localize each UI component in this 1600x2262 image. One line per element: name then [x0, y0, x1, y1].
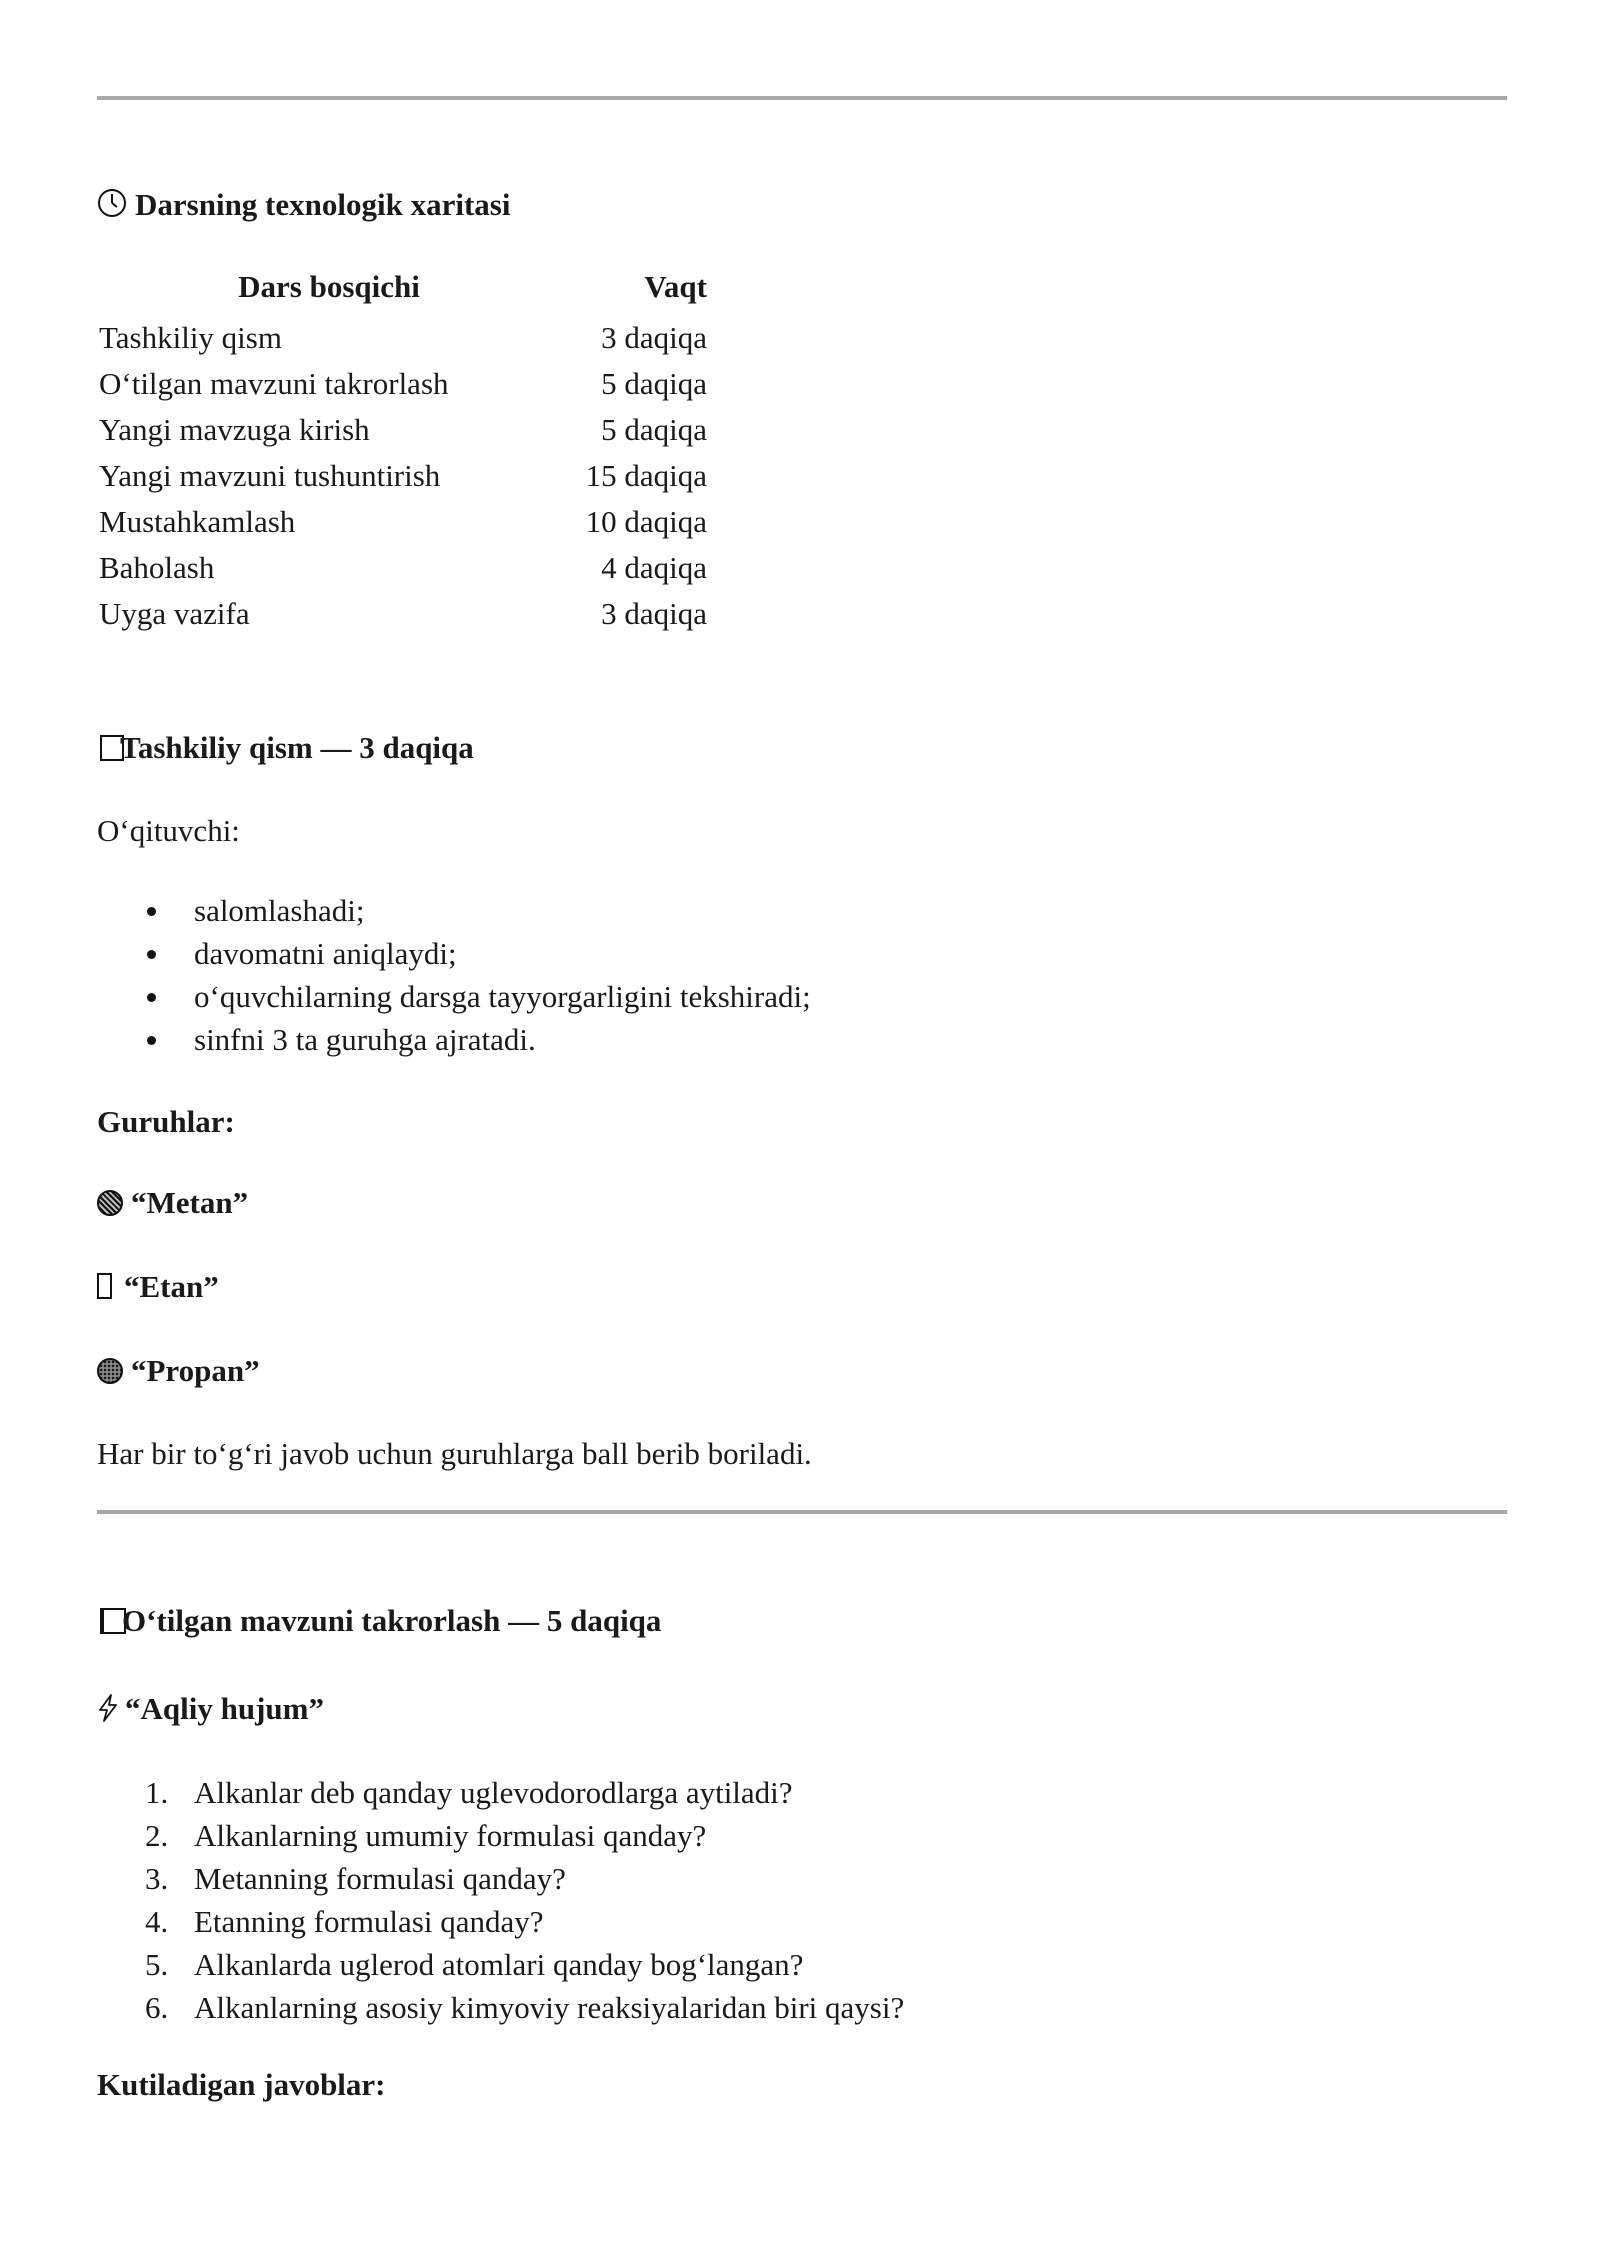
item-number: 3.: [145, 1861, 169, 1896]
table-row: [99, 361, 707, 407]
teacher-label: O‘qituvchi:: [97, 813, 240, 848]
group-name: “Metan”: [131, 1185, 249, 1220]
group-name: “Etan”: [124, 1269, 219, 1304]
stage-cell: Mustahkamlash: [99, 504, 296, 540]
stopwatch-icon: [97, 188, 127, 218]
list-item: sinfni 3 ta guruhga ajratadi.: [97, 1020, 811, 1063]
plan-title: [97, 185, 510, 225]
activity-title-text: “Aqliy hujum”: [125, 1691, 324, 1726]
item-number: 2.: [145, 1818, 169, 1853]
missing-glyph-icon: [97, 1273, 112, 1299]
table-row: [99, 407, 707, 453]
list-item: [97, 1859, 904, 1902]
stage-cell: Baholash: [99, 550, 215, 586]
table-row: [99, 315, 707, 361]
teacher-actions-list: [97, 891, 811, 1063]
top-divider: [97, 96, 1507, 100]
item-text: Alkanlar deb qanday uglevodorodlarga aytiladi?: [194, 1775, 793, 1810]
item-text: Alkanlarda uglerod atomlari qanday bog‘langan?: [194, 1947, 804, 1982]
time-cell: 4 daqiqa: [601, 550, 707, 586]
dotted-circle-icon: [97, 1358, 123, 1384]
item-number: 6.: [145, 1990, 169, 2025]
table-row: [99, 453, 707, 499]
activity-title: [97, 1689, 324, 1729]
section1-title: [100, 728, 474, 768]
list-item: o‘quvchilarning darsga tayyorgarligini tekshiradi;: [97, 977, 811, 1020]
hatched-circle-icon: [97, 1190, 123, 1216]
section-divider: [97, 1510, 1507, 1514]
answers-label: Kutiladigan javoblar:: [97, 2067, 386, 2102]
list-item: [97, 1988, 904, 2031]
item-text: Etanning formulasi qanday?: [194, 1904, 544, 1939]
item-text: Metanning formulasi qanday?: [194, 1861, 566, 1896]
item-number: 5.: [145, 1947, 169, 1982]
item-text: Alkanlarning asosiy kimyoviy reaksiyalaridan biri qaysi?: [194, 1990, 905, 2025]
time-cell: 5 daqiqa: [601, 366, 707, 402]
group-propan: [97, 1351, 260, 1391]
time-cell: 3 daqiqa: [601, 320, 707, 356]
lightning-icon: [97, 1694, 119, 1722]
item-text: Alkanlarning umumiy formulasi qanday?: [194, 1818, 707, 1853]
list-item: davomatni aniqlaydi;: [97, 934, 811, 977]
time-cell: 5 daqiqa: [601, 412, 707, 448]
time-cell: 15 daqiqa: [585, 458, 707, 494]
section2-title: [100, 1601, 661, 1641]
scoring-note: Har bir to‘g‘ri javob uchun guruhlarga ball berib boriladi.: [97, 1436, 812, 1471]
section2-title-text: O‘tilgan mavzuni takrorlash — 5 daqiqa: [122, 1603, 662, 1638]
stage-cell: Yangi mavzuni tushuntirish: [99, 458, 441, 494]
group-name: “Propan”: [131, 1353, 260, 1388]
group-etan: [97, 1267, 219, 1307]
group-metan: [97, 1183, 248, 1223]
groups-label: Guruhlar:: [97, 1104, 235, 1139]
stage-cell: Yangi mavzuga kirish: [99, 412, 370, 448]
time-cell: 10 daqiqa: [585, 504, 707, 540]
time-cell: 3 daqiqa: [601, 596, 707, 632]
plan-title-text: Darsning texnologik xaritasi: [135, 187, 511, 222]
list-item: [97, 1816, 904, 1859]
col-stage-header: Dars bosqichi: [238, 269, 420, 304]
stage-cell: O‘tilgan mavzuni takrorlash: [99, 366, 449, 402]
list-item: [97, 1945, 904, 1988]
col-time-header: Vaqt: [644, 269, 707, 304]
item-number: 4.: [145, 1904, 169, 1939]
table-row: [99, 591, 707, 637]
stage-cell: Tashkiliy qism: [99, 320, 282, 356]
list-item: salomlashadi;: [97, 891, 811, 934]
table-row: [99, 499, 707, 545]
table-row: [99, 545, 707, 591]
section1-title-text: Tashkiliy qism — 3 daqiqa: [120, 730, 474, 765]
stage-cell: Uyga vazifa: [99, 596, 250, 632]
questions-list: [97, 1773, 904, 2031]
list-item: [97, 1902, 904, 1945]
item-number: 1.: [145, 1775, 169, 1810]
plan-table: [99, 267, 707, 637]
list-item: [97, 1773, 904, 1816]
plan-table-header: [99, 267, 707, 315]
